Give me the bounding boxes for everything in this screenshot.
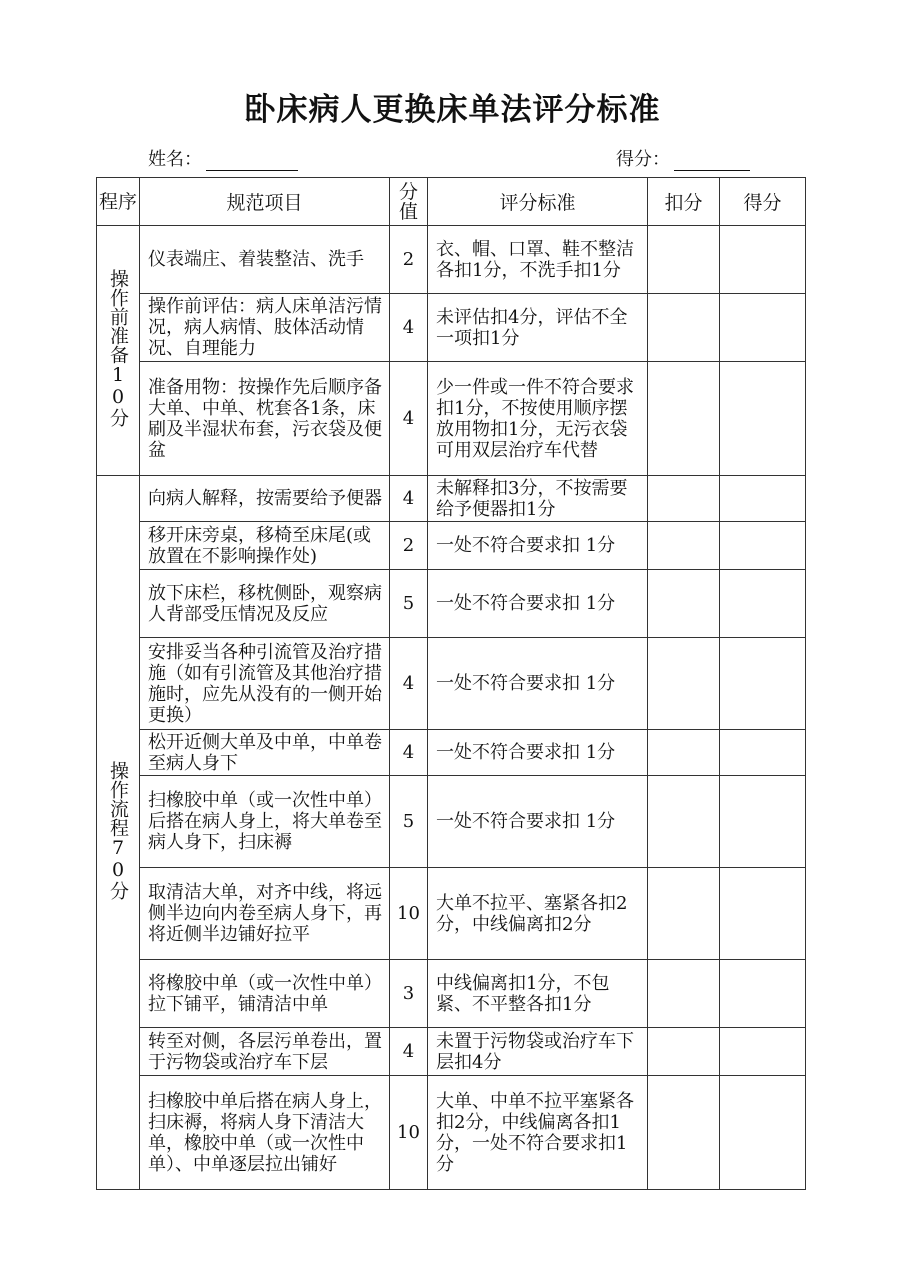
table-row	[97, 476, 806, 522]
value-cell: 10	[390, 1076, 428, 1190]
item-cell: 将橡胶中单（或一次性中单）拉下铺平，铺清洁中单	[140, 960, 390, 1028]
header-item: 规范项目	[140, 178, 390, 226]
standard-cell: 一处不符合要求扣 1分	[428, 522, 648, 570]
standard-cell: 中线偏离扣1分，不包紧、不平整各扣1分	[428, 960, 648, 1028]
header-standard: 评分标准	[428, 178, 648, 226]
deduct-cell[interactable]	[648, 730, 720, 776]
deduct-cell[interactable]	[648, 1076, 720, 1190]
table-row	[97, 776, 806, 868]
got-cell[interactable]	[720, 1028, 806, 1076]
standard-cell: 一处不符合要求扣 1分	[428, 776, 648, 868]
header-got: 得分	[720, 178, 806, 226]
table-row	[97, 522, 806, 570]
item-cell: 松开近侧大单及中单，中单卷至病人身下	[140, 730, 390, 776]
standard-cell: 衣、帽、口罩、鞋不整洁各扣1分，不洗手扣1分	[428, 226, 648, 294]
got-cell[interactable]	[720, 522, 806, 570]
standard-cell: 一处不符合要求扣 1分	[428, 638, 648, 730]
got-cell[interactable]	[720, 362, 806, 476]
item-cell: 放下床栏，移枕侧卧，观察病人背部受压情况及反应	[140, 570, 390, 638]
got-cell[interactable]	[720, 776, 806, 868]
value-cell: 4	[390, 1028, 428, 1076]
value-cell: 2	[390, 226, 428, 294]
table-row	[97, 294, 806, 362]
item-cell: 安排妥当各种引流管及治疗措施（如有引流管及其他治疗措施时，应先从没有的一侧开始更换）	[140, 638, 390, 730]
item-cell: 操作前评估：病人床单洁污情况，病人病情、肢体活动情况、自理能力	[140, 294, 390, 362]
standard-cell: 少一件或一件不符合要求扣1分，不按使用顺序摆放用物扣1分，无污衣袋可用双层治疗车代替	[428, 362, 648, 476]
deduct-cell[interactable]	[648, 960, 720, 1028]
value-cell: 2	[390, 522, 428, 570]
item-cell: 准备用物：按操作先后顺序备大单、中单、枕套各1条，床刷及半湿状布套，污衣袋及便盆	[140, 362, 390, 476]
item-cell: 向病人解释，按需要给予便器	[140, 476, 390, 522]
header-stage: 程序	[97, 178, 140, 226]
standard-cell: 一处不符合要求扣 1分	[428, 730, 648, 776]
table-header-row	[97, 178, 806, 226]
table-row	[97, 226, 806, 294]
item-cell: 扫橡胶中单后搭在病人身上，扫床褥，将病人身下清洁大单，橡胶中单（或一次性中单）、中单逐层拉出铺好	[140, 1076, 390, 1190]
value-cell: 4	[390, 730, 428, 776]
stage-label: 操作前准备10分	[107, 269, 129, 427]
standard-cell: 未置于污物袋或治疗车下层扣4分	[428, 1028, 648, 1076]
deduct-cell[interactable]	[648, 294, 720, 362]
got-cell[interactable]	[720, 570, 806, 638]
scoring-table	[96, 177, 806, 1190]
deduct-cell[interactable]	[648, 868, 720, 960]
score-blank[interactable]	[674, 150, 750, 171]
item-cell: 取清洁大单，对齐中线，将远侧半边向内卷至病人身下，再将近侧半边铺好拉平	[140, 868, 390, 960]
standard-cell: 大单、中单不拉平塞紧各扣2分，中线偏离各扣1分，一处不符合要求扣1分	[428, 1076, 648, 1190]
got-cell[interactable]	[720, 638, 806, 730]
value-cell: 3	[390, 960, 428, 1028]
stage-cell-process	[97, 476, 140, 1190]
score-label: 得分：	[616, 149, 670, 170]
value-cell: 4	[390, 476, 428, 522]
name-field	[148, 145, 298, 171]
table-row	[97, 638, 806, 730]
deduct-cell[interactable]	[648, 226, 720, 294]
item-cell: 仪表端庄、着装整洁、洗手	[140, 226, 390, 294]
value-cell: 10	[390, 868, 428, 960]
table-row	[97, 960, 806, 1028]
table-row	[97, 362, 806, 476]
name-blank[interactable]	[206, 150, 298, 171]
value-cell: 5	[390, 776, 428, 868]
table-row	[97, 1028, 806, 1076]
value-cell: 4	[390, 294, 428, 362]
stage-cell-prep	[97, 226, 140, 476]
value-cell: 4	[390, 638, 428, 730]
deduct-cell[interactable]	[648, 476, 720, 522]
got-cell[interactable]	[720, 294, 806, 362]
got-cell[interactable]	[720, 226, 806, 294]
standard-cell: 未解释扣3分，不按需要给予便器扣1分	[428, 476, 648, 522]
standard-cell: 未评估扣4分，评估不全一项扣1分	[428, 294, 648, 362]
deduct-cell[interactable]	[648, 638, 720, 730]
deduct-cell[interactable]	[648, 570, 720, 638]
table-row	[97, 730, 806, 776]
got-cell[interactable]	[720, 868, 806, 960]
header-deduct: 扣分	[648, 178, 720, 226]
got-cell[interactable]	[720, 476, 806, 522]
item-cell: 扫橡胶中单（或一次性中单）后搭在病人身上，将大单卷至病人身下，扫床褥	[140, 776, 390, 868]
deduct-cell[interactable]	[648, 1028, 720, 1076]
name-label: 姓名：	[148, 149, 202, 170]
got-cell[interactable]	[720, 730, 806, 776]
item-cell: 移开床旁桌，移椅至床尾(或放置在不影响操作处)	[140, 522, 390, 570]
standard-cell: 一处不符合要求扣 1分	[428, 570, 648, 638]
item-cell: 转至对侧，各层污单卷出，置于污物袋或治疗车下层	[140, 1028, 390, 1076]
value-cell: 4	[390, 362, 428, 476]
stage-label: 操作流程70分	[107, 760, 129, 900]
page-title: 卧床病人更换床单法评分标准	[244, 92, 661, 128]
score-field	[616, 145, 750, 171]
deduct-cell[interactable]	[648, 362, 720, 476]
got-cell[interactable]	[720, 960, 806, 1028]
standard-cell: 大单不拉平、塞紧各扣2分，中线偏离扣2分	[428, 868, 648, 960]
table-row	[97, 1076, 806, 1190]
got-cell[interactable]	[720, 1076, 806, 1190]
deduct-cell[interactable]	[648, 522, 720, 570]
deduct-cell[interactable]	[648, 776, 720, 868]
table-row	[97, 868, 806, 960]
header-value: 分值	[390, 178, 428, 226]
table-row	[97, 570, 806, 638]
value-cell: 5	[390, 570, 428, 638]
